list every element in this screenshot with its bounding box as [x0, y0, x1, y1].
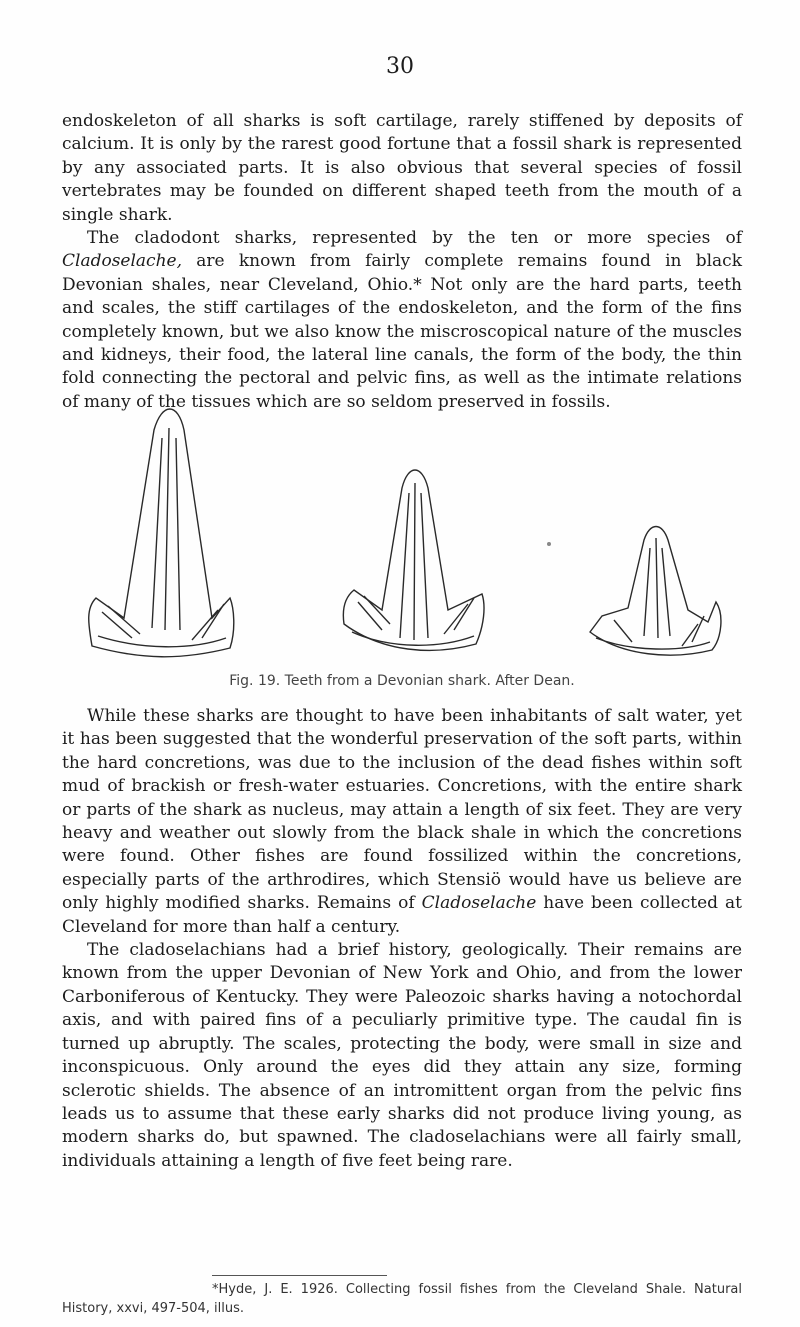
- figure-caption: Fig. 19. Teeth from a Devonian shark. After Dean.: [229, 673, 575, 689]
- figure-shark-teeth: [62, 398, 742, 689]
- shark-teeth-illustration: [62, 398, 742, 668]
- text-run: have been collected at Cleveland for more than half a century.: [62, 893, 742, 937]
- paragraph: [62, 227, 742, 414]
- text-run: are known from fairly complete remains found in black Devonian shales, near Cleveland, Ohio.* Not only are the hard parts, teeth and scales, the stiff cartilages of the endoskeleton, and the form of the fins completely known, but we also know the miscroscopical nature of the muscles and kidneys, their food, the lateral line canals, the form of the body, the thin fold connecting the pectoral and pelvic fins, as well as the intimate relations of many of the tissues which are so seldom preserved in fossils.: [62, 251, 742, 412]
- text-block-top: [62, 110, 742, 414]
- footnote-rule: [212, 1275, 387, 1276]
- tooth-3-drawing: [590, 527, 721, 656]
- text-run: The cladodont sharks, represented by the ten or more species of: [87, 228, 742, 249]
- paragraph: [62, 705, 742, 939]
- page-number: 30: [386, 54, 414, 79]
- text-run: While these sharks are thought to have been inhabitants of salt water, yet it has been suggested that the wonderful preservation of the soft parts, within the hard concretions, was due to the inclusion of the dead fishes within soft mud of brackish or fresh-water estuaries. Concretions, with the entire shark or parts of the shark as nucleus, may attain a length of six feet. They are very heavy and weather out slowly from the black shale in which the concretions were found. Other fishes are found fossilized within the concretions, especially parts of the arthrodires, which Stensiö would have us believe are only highly modified sharks. Remains of: [62, 706, 742, 914]
- tooth-1-drawing: [89, 409, 234, 657]
- footnote-text: *Hyde, J. E. 1926. Collecting fossil fishes from the Cleveland Shale. Natural History, xxvi, 497-504, illus.: [62, 1282, 742, 1316]
- paragraph: The cladoselachians had a brief history, geologically. Their remains are known from the upper Devonian of New York and Ohio, and from the lower Carboniferous of Kentucky. They were Paleozoic sharks having a notochordal axis, and with paired fins of a peculiarly primitive type. The caudal fin is turned up abruptly. The scales, protecting the body, were small in size and inconspicuous. Only around the eyes did they attain any size, forming sclerotic shields. The absence of an intromittent organ from the pelvic fins leads us to assume that these early sharks did not produce living young, as modern sharks do, but spawned. The cladoselachians were all fairly small, individuals attaining a length of five feet being rare.: [62, 940, 742, 1171]
- tooth-2-drawing: [343, 470, 484, 650]
- paragraph: endoskeleton of all sharks is soft cartilage, rarely stiffened by deposits of calcium. It is only by the rarest good fortune that a fossil shark is represented by any associated parts. It is also obvious that several species of fossil vertebrates may be founded on different shaped teeth from the mouth of a single shark.: [62, 111, 742, 225]
- text-block-bottom: [62, 705, 742, 1173]
- genus-name: Cladoselache,: [62, 251, 182, 272]
- footnote: [62, 1275, 742, 1318]
- speck: [547, 542, 551, 546]
- genus-name: Cladoselache: [421, 893, 537, 914]
